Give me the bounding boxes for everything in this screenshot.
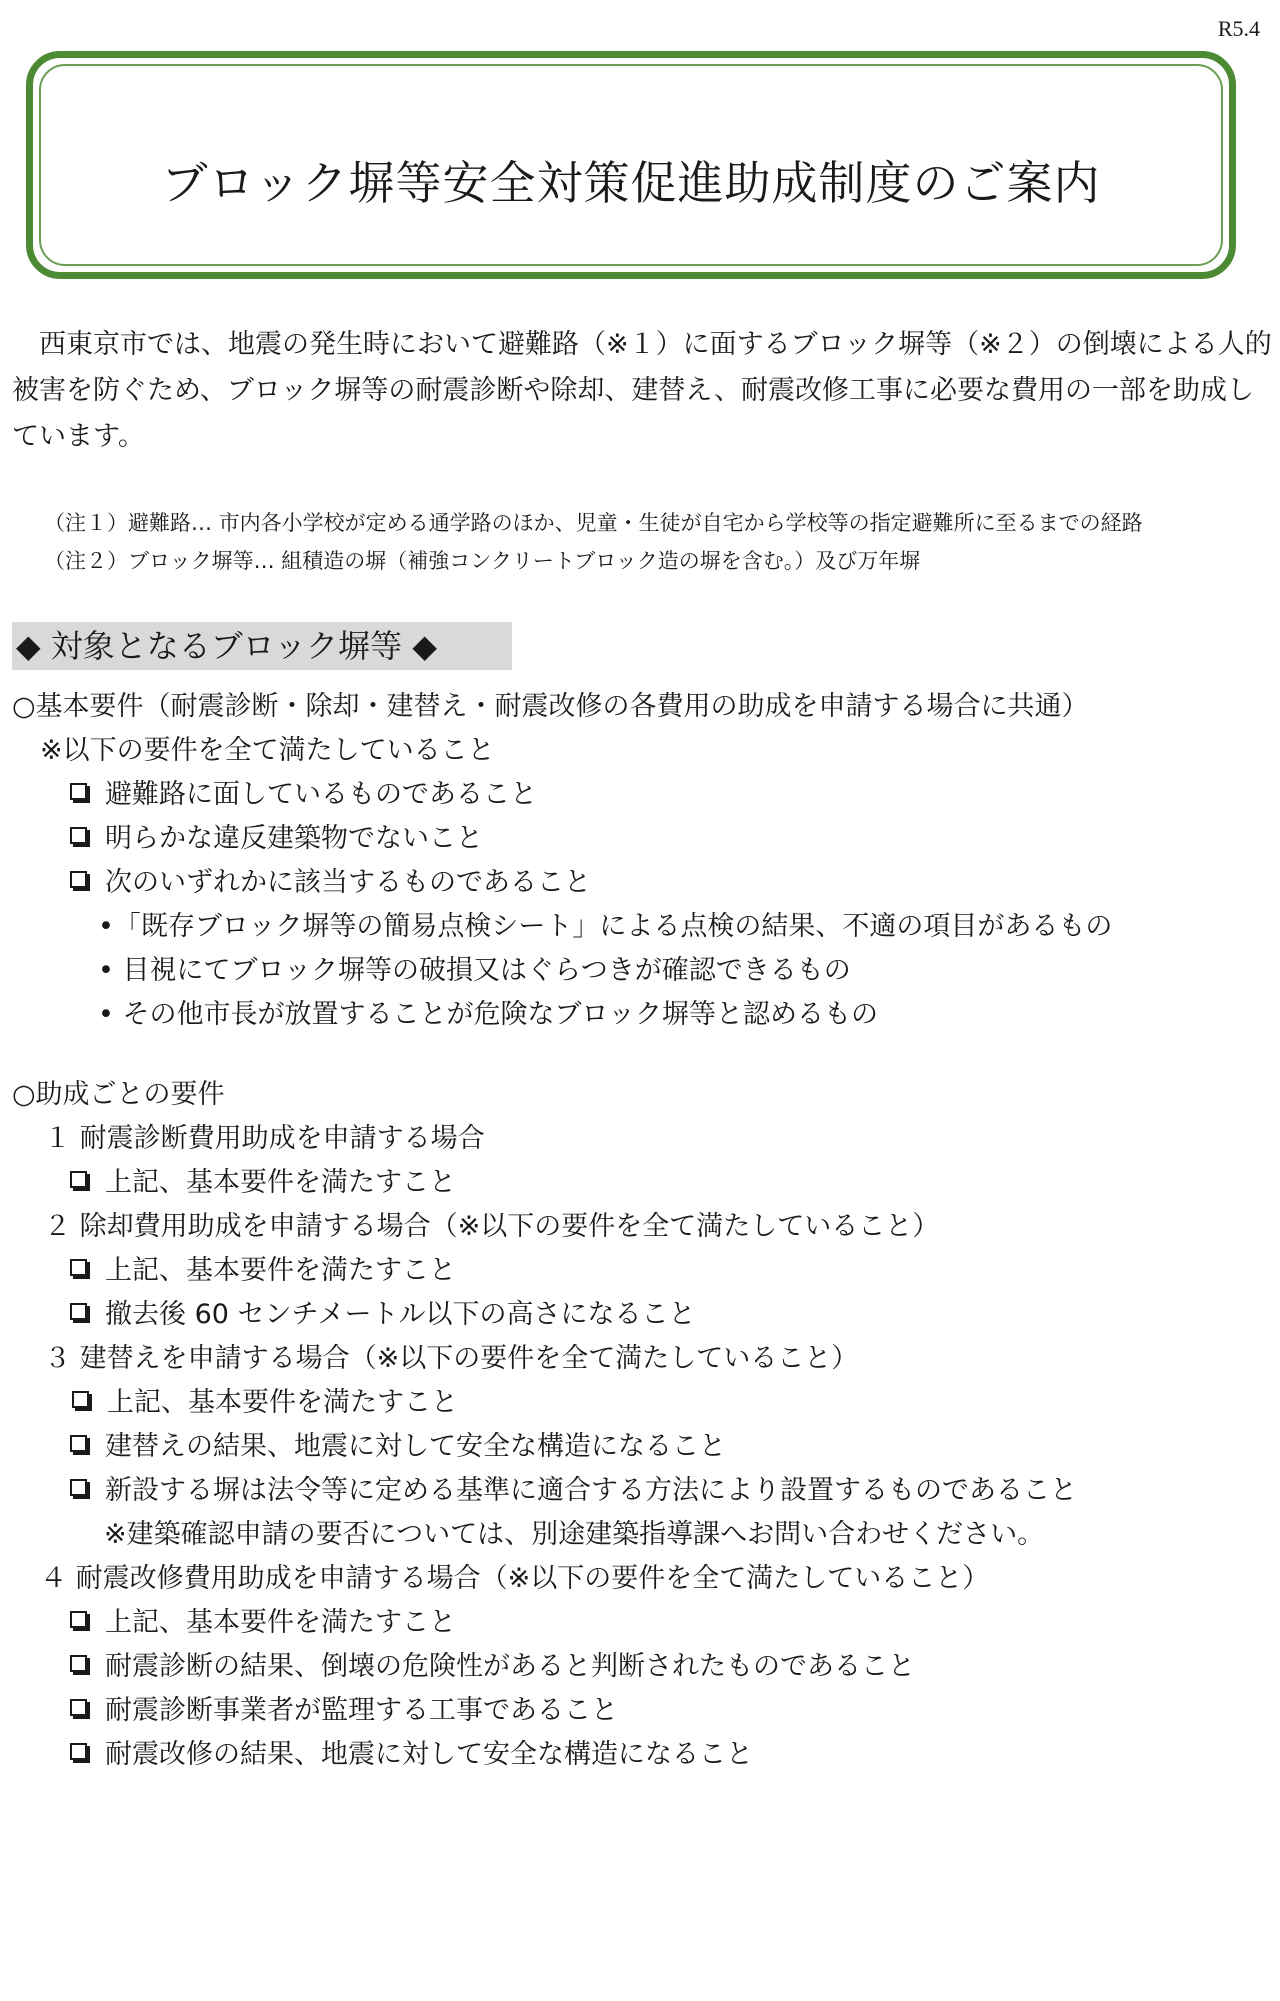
checklist-item: 次のいずれかに該当するものであること [70, 860, 591, 899]
checklist-item: 建替えの結果、地震に対して安全な構造になること [70, 1424, 726, 1463]
notes [44, 504, 1143, 580]
document-title: ブロック塀等安全対策促進助成制度のご案内 [161, 156, 1101, 210]
section-2-title: ２ 除却費用助成を申請する場合（※以下の要件を全て満たしていること） [44, 1211, 940, 1242]
intro-paragraph: 西東京市では、地震の発生時において避難路（※１）に面するブロック塀等（※２）の倒壊による人的被害を防ぐため、ブロック塀等の耐震診断や除却、建替え、耐震改修工事に必要な費用の一部を助成しています。 [12, 329, 1272, 452]
basic-requirements-heading: ○基本要件（耐震診断・除却・建替え・耐震改修の各費用の助成を申請する場合に共通） [12, 691, 1089, 722]
checklist-item: 上記、基本要件を満たすこと [70, 1600, 456, 1639]
title-frame [26, 51, 1236, 279]
checklist-item: 上記、基本要件を満たすこと [72, 1380, 458, 1419]
checklist-item: 上記、基本要件を満たすこと [70, 1248, 456, 1287]
section-1-title: １ 耐震診断費用助成を申請する場合 [44, 1123, 485, 1154]
checklist-item: 耐震改修の結果、地震に対して安全な構造になること [70, 1732, 753, 1771]
section-4-title: ４ 耐震改修費用助成を申請する場合（※以下の要件を全て満たしていること） [40, 1563, 990, 1594]
bullet-item: • その他市長が放置することが危険なブロック塀等と認めるもの [98, 999, 878, 1030]
section-3-note: ※建築確認申請の要否については、別途建築指導課へお問い合わせください。 [104, 1519, 1045, 1550]
note-2: （注２）ブロック塀等… 組積造の塀（補強コンクリートブロック造の塀を含む。）及び万年塀 [44, 549, 921, 573]
checklist-item: 上記、基本要件を満たすこと [70, 1160, 456, 1199]
section-3-title: ３ 建替えを申請する場合（※以下の要件を全て満たしていること） [44, 1343, 859, 1374]
basic-requirements-note: ※以下の要件を全て満たしていること [40, 735, 495, 766]
checklist-item: 耐震診断の結果、倒壊の危険性があると判断されたものであること [70, 1644, 915, 1683]
checklist-item: 明らかな違反建築物でないこと [70, 816, 483, 855]
document-date: R5.4 [1217, 16, 1260, 41]
checklist-item: 耐震診断事業者が監理する工事であること [70, 1688, 618, 1727]
checklist-item: 避難路に面しているものであること [70, 772, 537, 811]
grant-requirements-heading: ○助成ごとの要件 [12, 1079, 225, 1110]
checklist-item: 新設する塀は法令等に定める基準に適合する方法により設置するものであること [70, 1468, 1077, 1507]
section-heading: ◆ 対象となるブロック塀等 ◆ [12, 622, 512, 670]
checklist-item: 撤去後 60 センチメートル以下の高さになること [70, 1292, 695, 1331]
bullet-item: • 目視にてブロック塀等の破損又はぐらつきが確認できるもの [98, 955, 851, 986]
note-1: （注１）避難路… 市内各小学校が定める通学路のほか、児童・生徒が自宅から学校等の指定避難所に至るまでの経路 [44, 511, 1143, 535]
bullet-item: •「既存ブロック塀等の簡易点検シート」による点検の結果、不適の項目があるもの [98, 911, 1113, 942]
